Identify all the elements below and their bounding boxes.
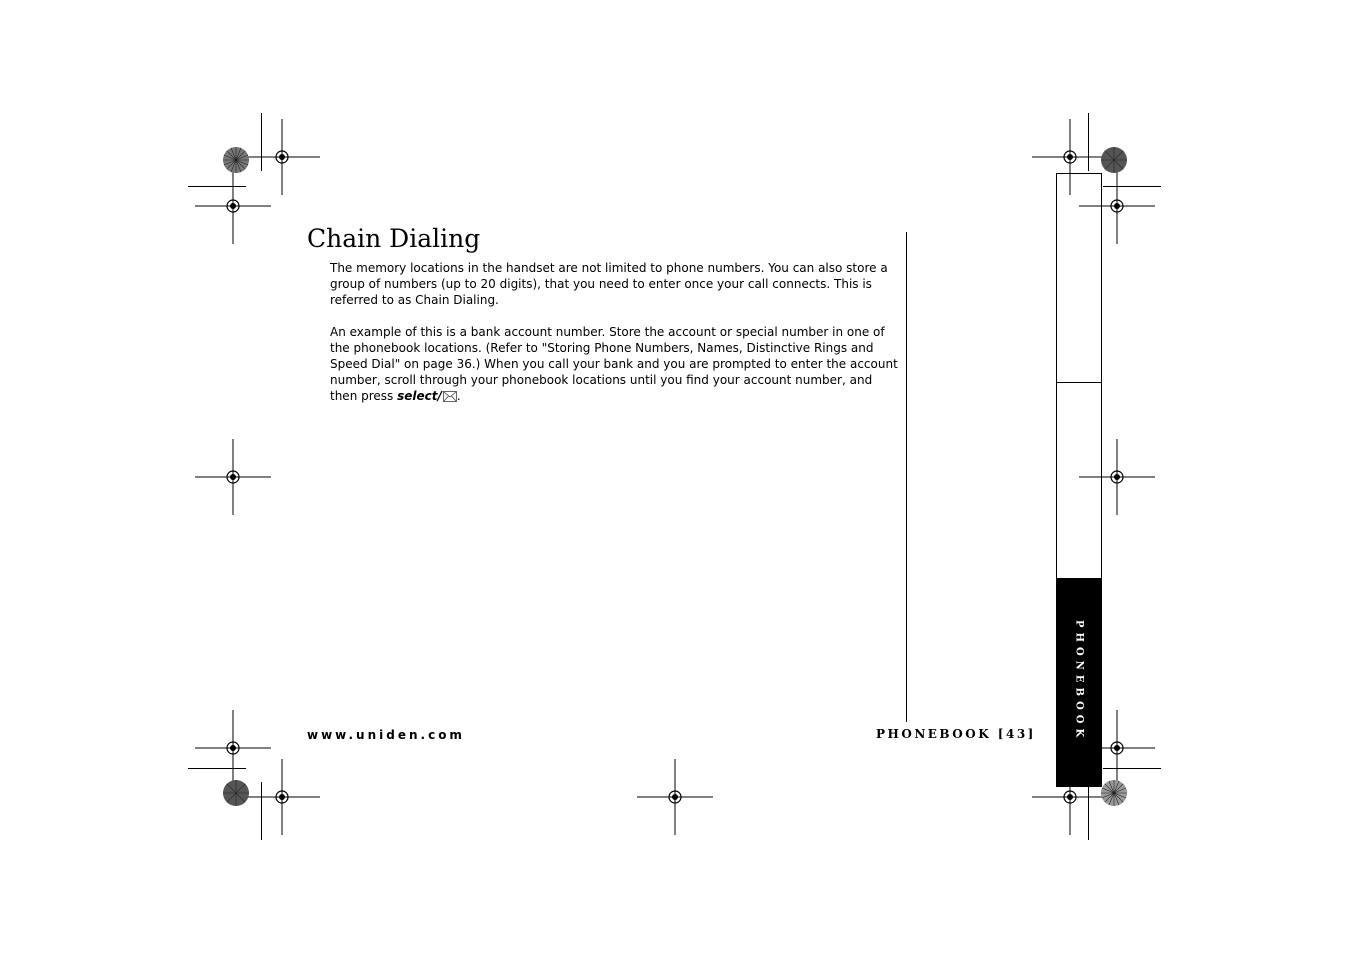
color-rosette-icon [222,779,250,807]
tab-phonebook [1056,578,1102,787]
page-title: Chain Dialing [307,224,481,253]
registration-mark-icon [195,439,271,515]
registration-mark-icon [195,168,271,244]
paragraph-example-text: An example of this is a bank account number. Store the account or special number in one of the phonebook locations. (Refer to "Storing Phone Numbers, Names, Distinctive Rings and Speed Dial" on page 36.) When you call your bank and you are prompted to enter the account number, scroll through your phonebook locations until you find your account number, and then press [330,325,898,403]
registration-mark-icon [244,759,320,835]
column-divider [906,232,907,722]
color-rosette-icon [222,146,250,174]
tab-phonebook-label: PHONEBOOK [1073,620,1085,743]
tab-divider [1057,382,1101,383]
footer-website: www.uniden.com [307,728,465,742]
registration-mark-icon [637,759,713,835]
body-text [330,260,902,420]
footer-page-number: PHONEBOOK [43] [876,727,1036,741]
paragraph-example [330,324,902,404]
envelope-icon [443,391,457,402]
section-tab-column [1056,173,1102,786]
select-key-label: select/ [397,389,442,403]
sentence-period: . [456,389,461,403]
color-rosette-icon [1100,146,1128,174]
color-rosette-icon [1100,779,1128,807]
paragraph-intro: The memory locations in the handset are not limited to phone numbers. You can also store a group of numbers (up to 20 digits), that you need to enter once your call connects. This is referred to as Chain Dialing. [330,261,888,307]
